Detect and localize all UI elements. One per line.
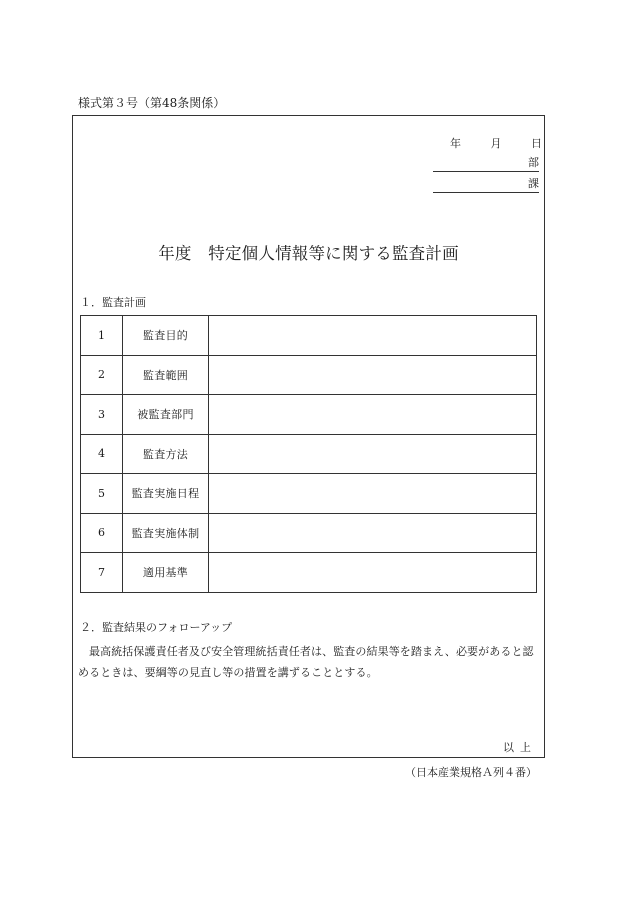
row-label: 監査範囲 bbox=[123, 355, 209, 395]
table-row bbox=[81, 316, 537, 356]
table-row bbox=[81, 395, 537, 435]
document-title: 年度 特定個人情報等に関する監査計画 bbox=[158, 244, 459, 263]
row-number: 3 bbox=[81, 395, 123, 435]
row-number: 5 bbox=[81, 474, 123, 514]
row-label: 監査方法 bbox=[123, 434, 209, 474]
table-row bbox=[81, 513, 537, 553]
table-row bbox=[81, 553, 537, 593]
form-number: 様式第３号（第48条関係） bbox=[78, 96, 226, 110]
department-label: 部 bbox=[528, 156, 539, 169]
section1-heading: １．監査計画 bbox=[80, 296, 146, 309]
table-row bbox=[81, 355, 537, 395]
section-field bbox=[433, 176, 539, 193]
closing-mark: 以上 bbox=[503, 741, 537, 754]
row-value bbox=[209, 434, 537, 474]
row-number: 1 bbox=[81, 316, 123, 356]
row-value bbox=[209, 316, 537, 356]
table-row bbox=[81, 474, 537, 514]
row-number: 2 bbox=[81, 355, 123, 395]
section2-body: 最高統括保護責任者及び安全管理統括責任者は、監査の結果等を踏まえ、必要があると認めるときは、要綱等の見直し等の措置を講ずることとする。 bbox=[78, 645, 534, 679]
table-row bbox=[81, 434, 537, 474]
audit-plan-table bbox=[80, 315, 537, 593]
department-field bbox=[433, 155, 539, 172]
row-label: 監査実施体制 bbox=[123, 513, 209, 553]
row-label: 被監査部門 bbox=[123, 395, 209, 435]
row-value bbox=[209, 553, 537, 593]
year-label: 年 bbox=[450, 137, 461, 150]
row-value bbox=[209, 513, 537, 553]
row-value bbox=[209, 395, 537, 435]
row-label: 適用基準 bbox=[123, 553, 209, 593]
date-line bbox=[450, 137, 542, 151]
row-number: 7 bbox=[81, 553, 123, 593]
section-label: 課 bbox=[528, 177, 539, 190]
paper-size-note: （日本産業規格Ａ列４番） bbox=[405, 766, 537, 779]
row-number: 4 bbox=[81, 434, 123, 474]
month-label: 月 bbox=[490, 137, 502, 150]
day-label: 日 bbox=[531, 137, 542, 150]
row-value bbox=[209, 355, 537, 395]
row-value bbox=[209, 474, 537, 514]
row-label: 監査目的 bbox=[123, 316, 209, 356]
section2-heading: ２．監査結果のフォローアップ bbox=[80, 621, 233, 634]
row-label: 監査実施日程 bbox=[123, 474, 209, 514]
row-number: 6 bbox=[81, 513, 123, 553]
